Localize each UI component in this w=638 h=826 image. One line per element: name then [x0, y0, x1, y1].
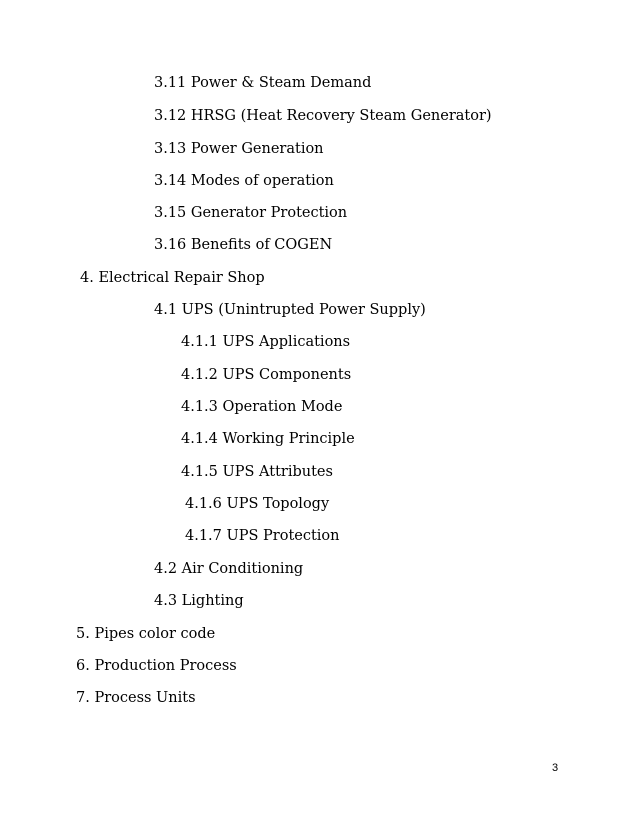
- toc-entry-4-1-1: 4.1.1 UPS Applications: [181, 334, 351, 350]
- toc-section-7: 7. Process Units: [76, 690, 196, 706]
- toc-entry-3-13: 3.13 Power Generation: [154, 141, 324, 157]
- toc-entry-4-2: 4.2 Air Conditioning: [154, 561, 304, 577]
- toc-entry-4-1-3: 4.1.3 Operation Mode: [181, 399, 343, 415]
- toc-entry-4-1-4: 4.1.4 Working Principle: [181, 431, 355, 447]
- toc-entry-4-3: 4.3 Lighting: [154, 593, 244, 609]
- page-number: 3: [552, 762, 559, 774]
- toc-entry-4-1-6: 4.1.6 UPS Topology: [185, 496, 330, 512]
- toc-section-4: 4. Electrical Repair Shop: [80, 270, 265, 286]
- toc-entry-4-1: 4.1 UPS (Unintrupted Power Supply): [154, 302, 426, 318]
- toc-entry-3-16: 3.16 Benefits of COGEN: [154, 237, 333, 253]
- toc-section-5: 5. Pipes color code: [76, 626, 216, 642]
- toc-entry-3-12: 3.12 HRSG (Heat Recovery Steam Generator): [154, 108, 492, 124]
- toc-entry-4-1-2: 4.1.2 UPS Components: [181, 367, 352, 383]
- toc-section-6: 6. Production Process: [76, 658, 237, 674]
- toc-entry-4-1-5: 4.1.5 UPS Attributes: [181, 464, 333, 480]
- toc-entry-3-15: 3.15 Generator Protection: [154, 205, 348, 221]
- toc-entry-3-14: 3.14 Modes of operation: [154, 173, 334, 189]
- toc-entry-3-11: 3.11 Power & Steam Demand: [154, 75, 372, 91]
- toc-entry-4-1-7: 4.1.7 UPS Protection: [185, 528, 340, 544]
